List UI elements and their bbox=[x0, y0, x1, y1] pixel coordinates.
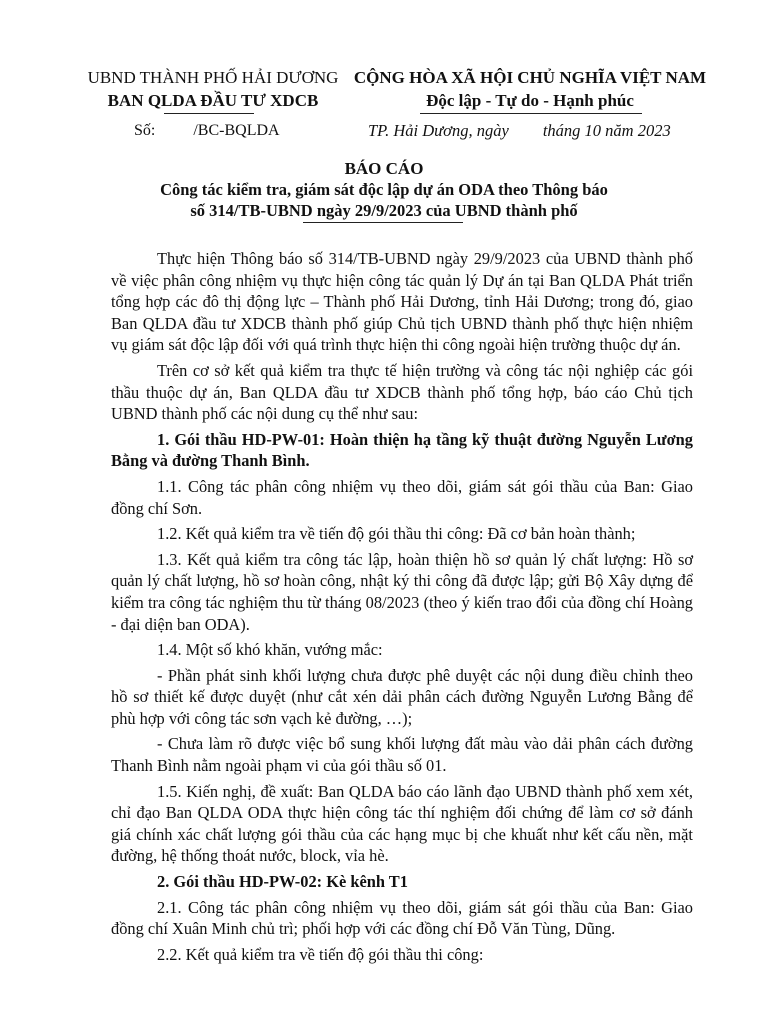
paragraph: 1.4. Một số khó khăn, vướng mắc: bbox=[157, 640, 383, 660]
date-place: TP. Hải Dương, ngày bbox=[368, 121, 509, 140]
agency-name: BAN QLDA ĐẦU TƯ XDCB bbox=[107, 91, 319, 110]
title-subject-line1: Công tác kiểm tra, giám sát độc lập dự án ODA theo Thông báo bbox=[160, 180, 608, 199]
title-subject-line2: số 314/TB-UBND ngày 29/9/2023 của UBND thành phố bbox=[190, 201, 578, 220]
paragraph: 1.5. Kiến nghị, đề xuất: Ban QLDA báo cáo lãnh đạo UBND thành phố xem xét, chỉ đạo Ban QLDA ODA thực hiện công tác thí nghiệm đối chứng để làm cơ sở đánh giá chính xác chất lượng gói thầu của các hạng mục bị che khuất như kết cấu nền, mặt đường, hệ thống thoát nước, block, vỉa hè. bbox=[111, 781, 693, 866]
paragraph: 1.3. Kết quả kiểm tra công tác lập, hoàn thiện hồ sơ quản lý chất lượng: Hồ sơ quản lý chất lượng, hồ sơ hoàn công, nhật ký thi công đã được lập; gửi Bộ Xây dựng để kiểm tra công tác nghiệm thu từ tháng 08/2023 (theo ý kiến trao đổi của đồng chí Hoàng - đại diện ban ODA). bbox=[111, 549, 693, 634]
agency-underline bbox=[164, 113, 254, 114]
paragraph: - Phần phát sinh khối lượng chưa được phê duyệt các nội dung điều chỉnh theo hồ sơ thiết kế được duyệt (như cắt xén dải phân cách đường Nguyễn Lương Bằng để phù hợp với công tác sơn vạch kẻ đường, …); bbox=[111, 665, 693, 728]
paragraph: 2.1. Công tác phân công nhiệm vụ theo dõi, giám sát gói thầu của Ban: Giao đồng chí Xuân Minh chủ trì; phối hợp với các đồng chí Đỗ Văn Tùng, Dũng. bbox=[111, 897, 693, 939]
motto-underline bbox=[420, 113, 642, 114]
document-date bbox=[368, 121, 671, 141]
date-month-year: tháng 10 năm 2023 bbox=[542, 121, 671, 140]
paragraph: 2.2. Kết quả kiểm tra về tiến độ gói thầu thi công: bbox=[157, 944, 484, 964]
section-heading: 2. Gói thầu HD-PW-02: Kè kênh T1 bbox=[157, 872, 408, 892]
country-name: CỘNG HÒA XÃ HỘI CHỦ NGHĨA VIỆT NAM bbox=[353, 68, 707, 87]
title-type: BÁO CÁO bbox=[344, 159, 424, 178]
document-title bbox=[60, 158, 708, 221]
paragraph: 1.1. Công tác phân công nhiệm vụ theo dõi, giám sát gói thầu của Ban: Giao đồng chí Sơn. bbox=[111, 476, 693, 518]
section-heading: 1. Gói thầu HD-PW-01: Hoàn thiện hạ tầng kỹ thuật đường Nguyễn Lương Bằng và đường Thanh Bình. bbox=[111, 429, 693, 471]
document-number-label: Số: bbox=[134, 122, 156, 139]
national-motto bbox=[340, 66, 720, 112]
paragraph: Trên cơ sở kết quả kiểm tra thực tế hiện trường và công tác nội nghiệp các gói thầu thuộc dự án, Ban QLDA đầu tư XDCB thành phố tổng hợp, báo cáo Chủ tịch UBND thành phố các nội dung cụ thể như sau: bbox=[111, 360, 693, 424]
title-underline bbox=[303, 222, 463, 223]
document-body bbox=[111, 248, 693, 969]
paragraph: Thực hiện Thông báo số 314/TB-UBND ngày 29/9/2023 của UBND thành phố về việc phân công nhiệm vụ thực hiện công tác quản lý Dự án tại Ban QLDA Phát triển tổng hợp các đô thị động lực – Thành phố Hải Dương, tỉnh Hải Dương; trong đó, giao Ban QLDA đầu tư XDCB thành phố giúp Chủ tịch UBND thành phố thực hiện nhiệm vụ giám sát độc lập đối với quá trình thực hiện thi công ngoài hiện trường thuộc dự án. bbox=[111, 249, 693, 355]
motto: Độc lập - Tự do - Hạnh phúc bbox=[426, 91, 634, 110]
document-number-value: /BC-BQLDA bbox=[193, 122, 280, 139]
document-number bbox=[134, 122, 280, 140]
agency-parent: UBND THÀNH PHỐ HẢI DƯƠNG bbox=[87, 68, 339, 87]
paragraph: - Chưa làm rõ được việc bổ sung khối lượng đất màu vào dải phân cách đường Thanh Bình nằm ngoài phạm vi của gói thầu số 01. bbox=[111, 734, 693, 776]
issuing-agency bbox=[78, 66, 348, 112]
paragraph: 1.2. Kết quả kiểm tra về tiến độ gói thầu thi công: Đã cơ bản hoàn thành; bbox=[157, 524, 636, 544]
